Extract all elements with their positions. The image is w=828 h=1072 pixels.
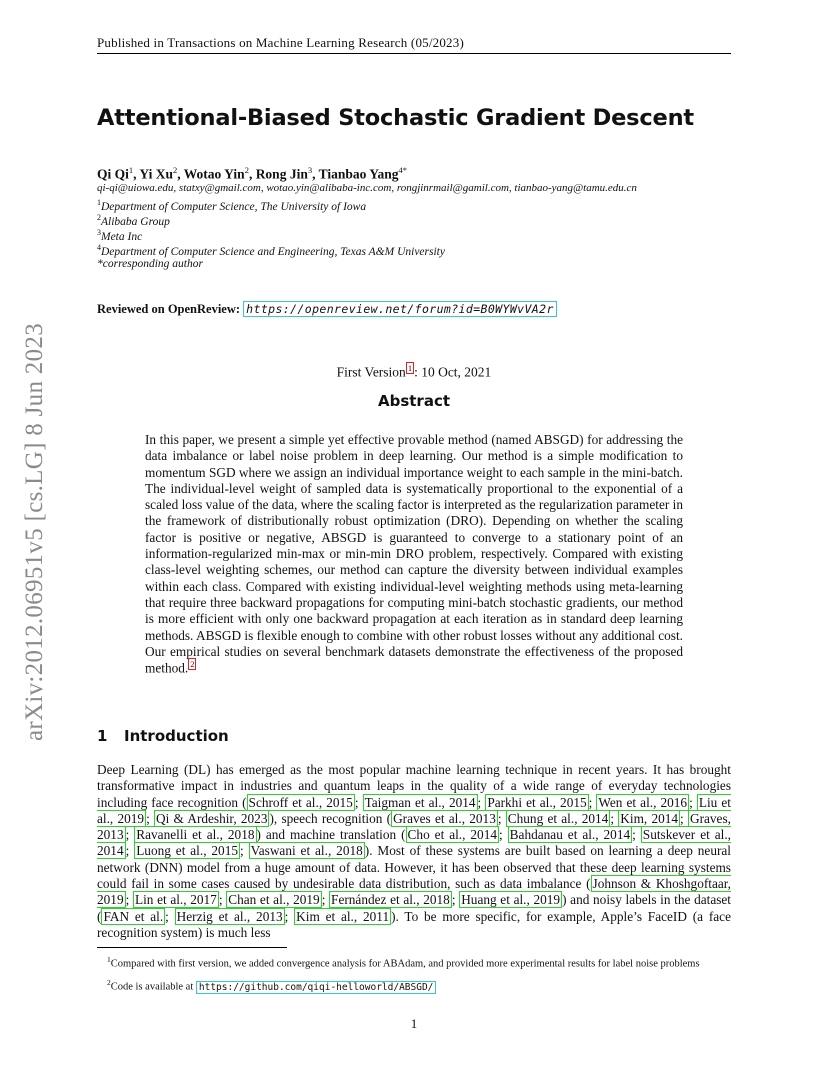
affiliation-1: $^1$Department of Computer Science, The University of Iowa — [97, 198, 367, 213]
citation-link[interactable]: Huang et al., 2019 — [461, 892, 561, 908]
section-heading — [97, 727, 229, 745]
header-rule — [97, 53, 731, 54]
openreview-label: Reviewed on OpenReview: — [97, 302, 241, 316]
affiliation-3: $^3$Meta Inc — [97, 228, 143, 243]
citation-link[interactable]: Ravanelli et al., 2018 — [136, 827, 255, 843]
citation-link[interactable]: Johnson & Khoshgoftaar, 2019 — [97, 876, 731, 908]
abstract-text: In this paper, we present a simple yet effective provable method (named ABSGD) for addressing the data imbalance or label noise problem in deep learning. Our method is a simple modification to momentum SGD where we assign an individual importance weight to each sample in the mini-batch. The individual-level weight of sampled data is systematically proportional to the exponential of a scaled loss value of the data, where the scaling factor is interpreted as the regularization parameter in the framework of distributionally robust optimization (DRO). Depending on whether the scaling factor is positive or negative, ABSGD is guaranteed to converge to a stationary point of an information-regularized min-max or min-min DRO problem, respectively. Compared with existing class-level weighting schemes, our method can capture the diversity between individual examples within each class. Compared with existing individual-level weighting methods using meta-learning that require three backward propagations for computing mini-batch stochastic gradients, our method is more efficient with only one backward propagation at each iteration as in standard deep learning methods. ABSGD is flexible enough to combine with other robust losses without any additional cost. Our empirical studies on several benchmark datasets demonstrate the effectiveness of the proposed method. $^2$ — [145, 432, 683, 676]
openreview-link[interactable]: https://openreview.net/forum?id=B0WYWvVA2r — [243, 301, 557, 317]
citation-link[interactable]: Graves et al., 2013 — [393, 810, 496, 826]
citation-link[interactable]: Herzig et al., 2013 — [176, 908, 283, 924]
introduction-paragraph: Deep Learning (DL) has emerged as the most popular machine learning technique in recent years. It has brought transformative impact in industries and quantum leaps in the quality of a wide range of everyday technologies including face recognition ( Schroff et al., 2015 ; Taigman et al., 2014 ; Parkhi et al., 2015 ; Wen et al., 2016 ; Liu et al., 2019 ; Qi & Ardeshir, 2023 ), speech recognition ( Graves et al., 2013 ; Chung et al., 2014 ; Kim, 2014 ; Graves, 2013 ; Ravanelli et al., 2018 ) and machine translation ( Cho et al., 2014 ; Bahdanau et al., 2014 ; Sutskever et al., 2014 ; Luong et al., 2015 ; Vaswani et al., 2018 ). Most of these systems are built based on learning a deep neural network (DNN) model from a huge amount of data. However, it has been observed that these deep learning systems could fail in some cases caused by undesirable data distribution, such as data imbalance ( Johnson & Khoshgoftaar, 2019 ; Lin et al., 2017 ; Chan et al., 2019 ; Fernández et al., 2018 ; Huang et al., 2019 ) and noisy labels in the dataset ( FAN et al. ; Herzig et al., 2013 ; Kim et al., 2011 ). To be more specific, for example, Apple’s FaceID (a face recognition system) is much less — [97, 762, 731, 940]
page-number: 1 — [410, 1016, 418, 1031]
affiliation-mark: 2 — [244, 165, 249, 175]
citation-link[interactable]: Fernández et al., 2018 — [331, 892, 450, 908]
author-name: Wotao Yin — [183, 166, 245, 182]
footnote-rule — [97, 947, 287, 948]
citation-link[interactable]: Parkhi et al., 2015 — [487, 794, 587, 810]
author-list: Qi Qi$^1$, Yi Xu$^2$, Wotao Yin$^2$, Rong Jin$^3$, Tianbao Yang$^{4*}$ — [97, 165, 408, 182]
citation-link[interactable]: Taigman et al., 2014 — [364, 794, 476, 810]
citation-link[interactable]: Schroff et al., 2015 — [248, 794, 353, 810]
arxiv-identifier: arXiv:2012.06951v5 [cs.LG] 8 Jun 2023 — [21, 323, 48, 741]
citation-link[interactable]: Liu et al., 2019 — [97, 794, 731, 826]
section-title: Introduction — [124, 727, 229, 745]
abstract-heading: Abstract — [377, 392, 451, 410]
affiliation-4: $^4$Department of Computer Science and Engineering, Texas A&M University — [97, 243, 445, 258]
citation-link[interactable]: Kim, 2014 — [620, 810, 679, 826]
citation-link[interactable]: Chung et al., 2014 — [507, 810, 609, 826]
footnote-1: $^1$Compared with first version, we added convergence analysis for ABAdam, and provided more experimental results for label noise problems — [107, 955, 700, 970]
citation-link[interactable]: Bahdanau et al., 2014 — [509, 827, 631, 843]
citation-link[interactable]: FAN et al. — [103, 908, 164, 924]
section-number: 1 — [97, 727, 108, 745]
first-version-line: First Version $^1$ : 10 Oct, 2021 — [336, 363, 492, 380]
affiliation-mark: 4* — [398, 165, 408, 175]
author-name: Rong Jin — [255, 166, 308, 182]
author-emails: qi-qi@uiowa.edu, statxy@gmail.com, wotao.yin@alibaba-inc.com, rongjinrmail@gamil.com, tianbao-yang@tamu.edu.cn — [97, 182, 637, 194]
affiliation-mark: 3 — [307, 165, 313, 175]
citation-link[interactable]: Kim et al., 2011 — [296, 908, 390, 924]
affiliation-mark: 2 — [173, 165, 178, 175]
affiliation-2: $^2$Alibaba Group — [97, 213, 170, 228]
code-repository-link[interactable]: https://github.com/qiqi-helloworld/ABSGD/ — [196, 981, 437, 994]
citation-link[interactable]: Luong et al., 2015 — [136, 843, 239, 859]
footnote-2-link[interactable]: 2 — [190, 659, 195, 670]
footnote-2: $^2$Code is available at https://github.com/qiqi-helloworld/ABSGD/ — [97, 976, 741, 994]
running-header: Published in Transactions on Machine Learning Research (05/2023) — [97, 35, 464, 50]
openreview-line — [97, 302, 557, 317]
citation-link[interactable]: Vaswani et al., 2018 — [250, 843, 363, 859]
citation-link[interactable]: Graves, 2013 — [97, 810, 731, 843]
author-name: Tianbao Yang — [318, 166, 399, 182]
paper-title: Attentional-Biased Stochastic Gradient Descent — [97, 105, 694, 131]
citation-link[interactable]: Cho et al., 2014 — [407, 827, 498, 843]
footnote-1-link[interactable]: 1 — [407, 363, 413, 373]
citation-link[interactable]: Lin et al., 2017 — [134, 892, 217, 908]
author-name: Qi Qi — [97, 166, 129, 182]
citation-link[interactable]: Qi & Ardeshir, 2023 — [155, 810, 268, 826]
author-name: Yi Xu — [139, 166, 174, 182]
citation-link[interactable]: Wen et al., 2016 — [598, 794, 688, 810]
citation-link[interactable]: Sutskever et al., 2014 — [97, 827, 731, 859]
citation-link[interactable]: Chan et al., 2019 — [228, 892, 320, 908]
corresponding-author-note: *corresponding author — [97, 258, 203, 270]
affiliation-mark: 1 — [128, 165, 134, 175]
